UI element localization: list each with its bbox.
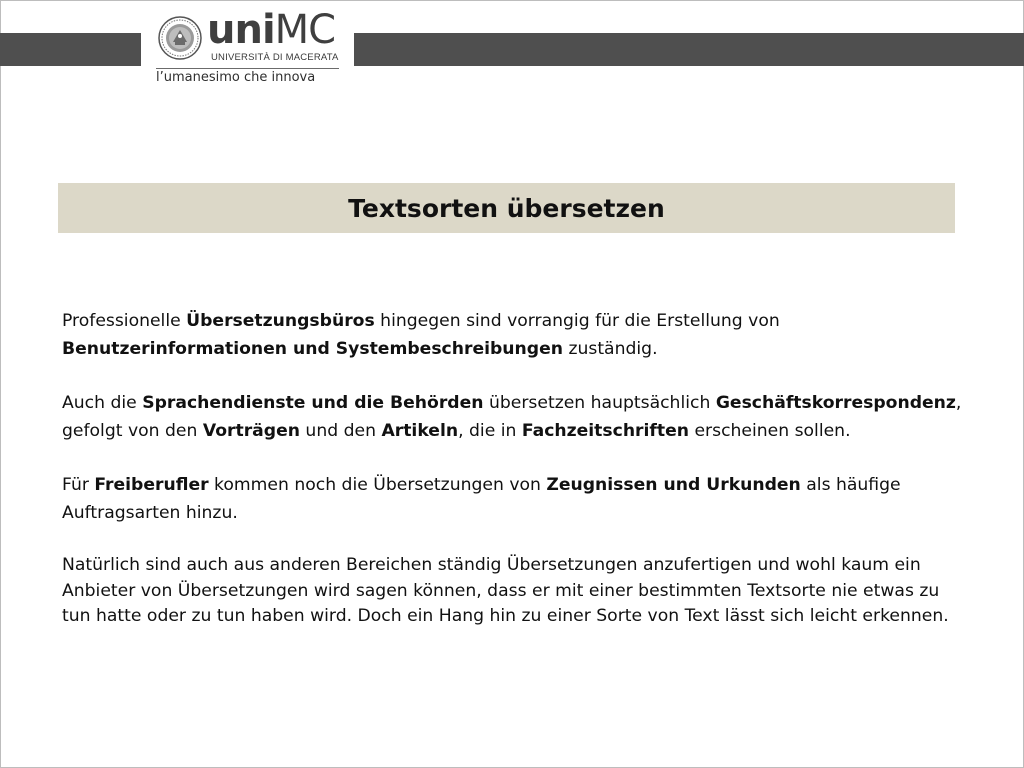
bold-term: Fachzeitschriften	[521, 421, 690, 441]
logo-wordmark-bold: uni	[207, 7, 275, 53]
bold-term: Vorträgen	[202, 421, 300, 441]
logo-subtitle: UNIVERSITÀ DI MACERATA	[211, 52, 339, 63]
logo-wordmark-light: MC	[274, 7, 336, 53]
text-segment: , gefolgt von den	[62, 393, 962, 441]
text-segment: als häufige Auftragsarten hinzu.	[62, 475, 901, 523]
header-bar-left	[0, 33, 141, 66]
text-segment: Professionelle	[62, 311, 187, 331]
title-band	[58, 183, 955, 233]
bold-term: Freiberufler	[94, 475, 209, 495]
paragraph	[62, 307, 962, 363]
text-segment: Auch die	[62, 393, 143, 413]
text-segment: hingegen sind vorrangig für die Erstellung von	[374, 311, 780, 331]
paragraph	[62, 389, 962, 445]
bold-term: Sprachendienste und die Behörden	[142, 393, 484, 413]
header-bar-right	[354, 33, 1024, 66]
text-segment: kommen noch die Übersetzungen von	[208, 475, 547, 495]
bold-term: Artikeln	[381, 421, 459, 441]
bold-term: Geschäftskorrespondenz	[715, 393, 956, 413]
text-segment: Natürlich sind auch aus anderen Bereichen ständig Übersetzungen anzufertigen und wohl kaum ein Anbieter von Übersetzungen wird sagen können, dass er mit einer bestimmten Textsorte nie etwas zu tun hatte oder zu tun haben wird. Doch ein Hang hin zu einer Sorte von Text lässt sich leicht erkennen.	[62, 555, 949, 626]
text-segment: Für	[62, 475, 95, 495]
text-segment: und den	[299, 421, 382, 441]
text-segment: , die in	[458, 421, 522, 441]
bold-term: Zeugnissen und Urkunden	[546, 475, 801, 495]
text-segment: erscheinen sollen.	[689, 421, 851, 441]
body-text	[62, 307, 962, 656]
bold-term: Benutzerinformationen und Systembeschreibungen	[62, 339, 563, 359]
university-seal-icon	[158, 16, 202, 60]
logo-wordmark	[207, 8, 335, 52]
text-segment: übersetzen hauptsächlich	[483, 393, 716, 413]
bold-term: Übersetzungsbüros	[186, 311, 375, 331]
university-logo	[143, 6, 351, 91]
logo-divider	[156, 68, 339, 69]
paragraph	[62, 553, 962, 630]
paragraph	[62, 471, 962, 527]
text-segment: zuständig.	[562, 339, 658, 359]
logo-tagline: l’umanesimo che innova	[156, 70, 316, 85]
slide-title: Textsorten übersetzen	[348, 193, 665, 223]
